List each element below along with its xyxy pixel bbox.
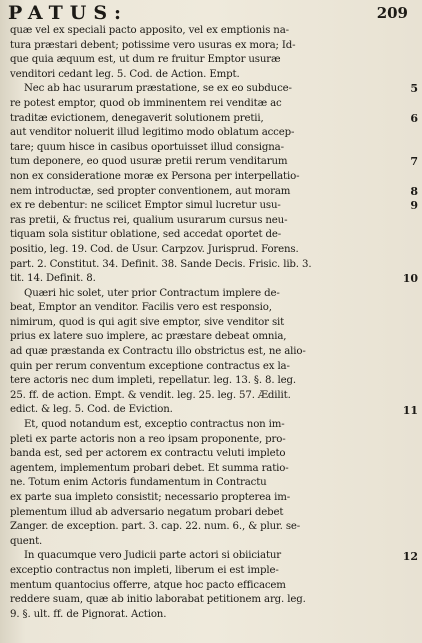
margin-section-number: 5 xyxy=(410,82,418,96)
margin-section-number: 12 xyxy=(402,549,418,563)
text-line: ras pretii, & fructus rei, qualium usurarum cursus neu- xyxy=(10,214,288,226)
text-line: tit. 14. Definit. 8. xyxy=(10,273,96,285)
margin-section-number: 7 xyxy=(410,155,418,169)
text-line: exceptio contractus non impleti, liberum ei est imple- xyxy=(10,564,279,576)
text-line: que quia æquum est, ut dum re fruitur Emptor usuræ xyxy=(10,54,281,66)
text-line: ex re debentur: ne scilicet Emptor simul lucretur usu- xyxy=(10,200,281,212)
text-line: re potest emptor, quod ob imminentem rei venditæ ac xyxy=(10,97,282,109)
text-line: Nec ab hac usurarum præstatione, se ex eo subduce- xyxy=(24,83,292,95)
text-line: non ex consideratione moræ ex Persona per interpellatio- xyxy=(10,170,300,182)
margin-section-number: 11 xyxy=(402,403,418,417)
text-line: pleti ex parte actoris non a reo ipsam proponente, pro- xyxy=(10,433,286,445)
text-line: ad quæ præstanda ex Contractu illo obstrictus est, ne alio- xyxy=(10,346,306,358)
running-title: PATUS: xyxy=(8,2,129,24)
text-line: agentem, implementum probari debet. Et summa ratio- xyxy=(10,462,289,474)
text-line: tare; quum hisce in casibus oportuisset illud consigna- xyxy=(10,141,284,153)
text-line: prius ex latere suo implere, ac præstare debeat omnia, xyxy=(10,331,287,343)
text-line: edict. & leg. 5. Cod. de Eviction. xyxy=(10,404,173,416)
margin-section-number: 6 xyxy=(410,111,418,125)
body-text xyxy=(10,24,384,622)
page-number: 209 xyxy=(376,4,408,22)
text-line: reddere suam, quæ ab initio laborabat petitionem arg. leg. xyxy=(10,594,306,606)
text-line: tura præstari debent; potissime vero usuras ex mora; Id- xyxy=(10,39,296,51)
running-header xyxy=(8,2,416,24)
text-line: Zanger. de exception. part. 3. cap. 22. num. 6., & plur. se- xyxy=(10,521,301,533)
text-line: quin per rerum conventum exceptione contractus ex la- xyxy=(10,360,290,372)
text-line: banda est, sed per actorem ex contractu veluti impleto xyxy=(10,448,286,460)
margin-section-number: 10 xyxy=(402,272,418,286)
text-line: ne. Totum enim Actoris fundamentum in Contractu xyxy=(10,477,267,489)
text-line: In quacumque vero Judicii parte actori si obiiciatur xyxy=(24,550,282,562)
margin-section-number: 9 xyxy=(410,199,418,213)
text-line: positio, leg. 19. Cod. de Usur. Carpzov. Jurisprud. Forens. xyxy=(10,243,299,255)
text-line: ex parte sua impleto consistit; necessario propterea im- xyxy=(10,492,291,503)
text-line: beat, Emptor an venditor. Facilis vero est responsio, xyxy=(10,302,272,314)
text-line: quent. xyxy=(10,535,43,547)
text-line: 9. §. ult. ff. de Pignorat. Action. xyxy=(10,608,167,620)
text-line: tum deponere, eo quod usuræ pretii rerum venditarum xyxy=(10,156,288,168)
margin-section-number: 8 xyxy=(410,184,418,198)
text-line: nimirum, quod is qui agit sive emptor, sive venditor sit xyxy=(10,316,285,328)
text-line: quæ vel ex speciali pacto apposito, vel ex emptionis na- xyxy=(10,25,289,36)
text-line: part. 2. Constitut. 34. Definit. 38. Sande Decis. Frisic. lib. 3. xyxy=(10,258,312,270)
text-line: tere actoris nec dum impleti, repellatur. leg. 13. §. 8. leg. xyxy=(10,375,297,387)
text-line: tiquam sola sistitur oblatione, sed accedat oportet de- xyxy=(10,229,282,241)
text-line: mentum quantocius offerre, atque hoc pacto efficacem xyxy=(10,579,286,591)
text-line: Et, quod notandum est, exceptio contractus non im- xyxy=(24,419,285,431)
text-line: aut venditor noluerit illud legitimo modo oblatum accep- xyxy=(10,127,295,139)
text-line: plementum illud ab adversario negatum probari debet xyxy=(10,506,284,518)
text-line: Quæri hic solet, uter prior Contractum implere de- xyxy=(24,287,280,299)
text-line: nem introductæ, sed propter conventionem, aut moram xyxy=(10,185,291,197)
text-line: traditæ evictionem, denegaverit solutionem pretii, xyxy=(10,112,264,124)
text-line: venditori cedant leg. 5. Cod. de Action. Empt. xyxy=(10,68,240,80)
text-line: 25. ff. de action. Empt. & vendit. leg. 25. leg. 57. Ædilit. xyxy=(10,389,291,401)
